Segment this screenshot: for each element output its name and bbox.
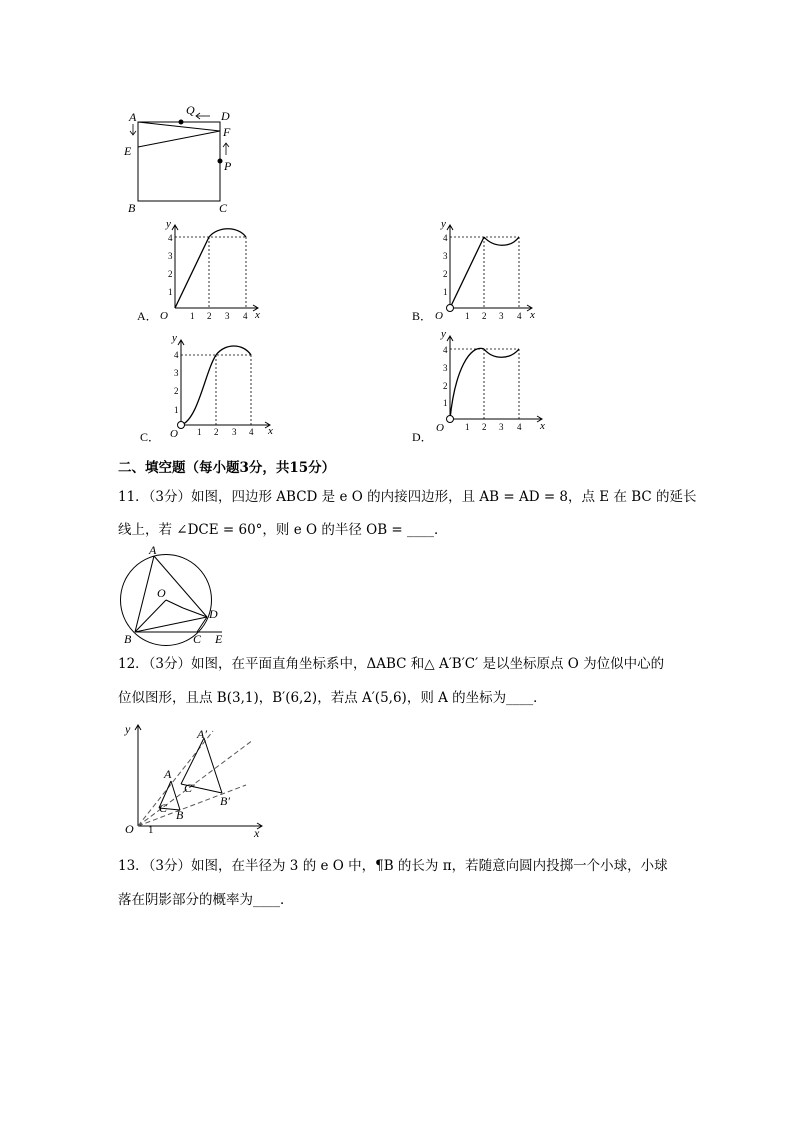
- label-P: P: [224, 159, 232, 173]
- graph-a-ylabel: y: [166, 218, 171, 230]
- q11-label-E: E: [215, 632, 223, 646]
- graph-d-ylabel: y: [441, 328, 446, 340]
- q12-xlabel: x: [254, 826, 260, 840]
- graph-c-ylabel: y: [172, 332, 177, 344]
- graph-b-ytick: 4: [443, 233, 448, 243]
- label-Q: Q: [186, 103, 195, 117]
- graph-c-xtick: 2: [214, 427, 219, 437]
- graph-c-xtick: 4: [249, 427, 254, 437]
- q12-ylabel: y: [125, 722, 131, 736]
- q12-label-B: B: [176, 808, 184, 822]
- option-a-label: A．: [137, 309, 158, 323]
- graph-b-ytick: 2: [443, 269, 448, 279]
- q11-label-O: O: [157, 586, 166, 600]
- graph-a-xlabel: x: [255, 309, 260, 321]
- q13-line1: 13．（3分）如图，在半径为 3 的 e O 中，¶B 的长为 π，若随意向圆内投掷一个小球，小球: [118, 858, 668, 874]
- q12-label-A-prime: A′: [197, 727, 207, 741]
- graph-a-xtick: 4: [243, 311, 248, 321]
- label-A: A: [129, 110, 137, 124]
- graph-d-origin: O: [436, 422, 444, 434]
- graph-c-xlabel: x: [268, 425, 273, 437]
- q11-line2: 线上，若 ∠DCE = 60°，则 e O 的半径 OB = ____．: [118, 522, 448, 538]
- q12-label-A: A: [164, 767, 172, 781]
- option-c-label: C．: [140, 430, 161, 444]
- graph-b-xtick: 3: [499, 311, 504, 321]
- graph-d-xtick: 1: [465, 422, 470, 432]
- q12-label-C: C: [159, 801, 168, 815]
- q12-label-B-prime: B′: [220, 794, 230, 808]
- graph-d-xtick: 4: [517, 422, 522, 432]
- q11-label-A: A: [149, 543, 157, 557]
- q11-label-B: B: [124, 632, 132, 646]
- graph-c-xtick: 1: [197, 427, 202, 437]
- graph-c-xtick: 3: [232, 427, 237, 437]
- q11-label-C: C: [193, 632, 202, 646]
- label-D: D: [221, 109, 230, 123]
- option-b-label: B．: [412, 309, 433, 323]
- graph-a-xtick: 3: [225, 311, 230, 321]
- graph-c-ytick: 1: [174, 405, 179, 415]
- graph-d-ytick: 3: [443, 363, 448, 373]
- graph-d-xtick: 3: [499, 422, 504, 432]
- graph-d-xlabel: x: [540, 420, 545, 432]
- graph-b-ytick: 3: [443, 251, 448, 261]
- graph-b-xtick: 4: [517, 311, 522, 321]
- graph-b-origin: O: [435, 310, 443, 322]
- q13-line2: 落在阴影部分的概率为____．: [118, 892, 294, 908]
- label-E: E: [124, 144, 132, 158]
- graph-c-ytick: 4: [174, 350, 179, 360]
- q12-label-C-prime: C′: [184, 781, 195, 795]
- graph-a-ytick: 2: [168, 269, 173, 279]
- graph-c-ytick: 3: [174, 368, 179, 378]
- graph-a-origin: O: [160, 310, 168, 322]
- label-F: F: [223, 125, 231, 139]
- label-C: C: [219, 201, 228, 215]
- graph-d-ytick: 1: [443, 398, 448, 408]
- graph-a-xtick: 2: [207, 311, 212, 321]
- graph-b-ytick: 1: [443, 287, 448, 297]
- graph-a-ytick: 4: [168, 233, 173, 243]
- q11-line1: 11．（3分）如图，四边形 ABCD 是 e O 的内接四边形，且 AB = AD = 8，点 E 在 BC 的延长: [118, 489, 697, 505]
- graph-b-xlabel: x: [530, 309, 535, 321]
- graph-d-ytick: 2: [443, 381, 448, 391]
- graph-d-ytick: 4: [443, 345, 448, 355]
- q11-label-D: D: [209, 607, 218, 621]
- q12-tick-one: 1: [148, 824, 154, 836]
- option-d-label: D．: [412, 430, 433, 444]
- graph-b-xtick: 2: [482, 311, 487, 321]
- section-title: 二、填空题（每小题3分，共15分）: [118, 460, 336, 476]
- graph-c-ytick: 2: [174, 386, 179, 396]
- graph-c-origin: O: [170, 428, 178, 440]
- graph-b-ylabel: y: [441, 218, 446, 230]
- graph-a-xtick: 1: [190, 311, 195, 321]
- q12-line1: 12．（3分）如图，在平面直角坐标系中，ΔABC 和△ A′B′C′ 是以坐标原点 O 为位似中心的: [118, 656, 665, 672]
- graph-a-ytick: 1: [168, 287, 173, 297]
- graph-a-ytick: 3: [168, 251, 173, 261]
- q12-origin: O: [125, 822, 134, 836]
- graph-d-xtick: 2: [482, 422, 487, 432]
- label-B: B: [128, 201, 136, 215]
- q12-line2: 位似图形，且点 B(3,1)，B′(6,2)，若点 A′(5,6)，则 A 的坐标为____．: [118, 690, 547, 706]
- graph-b-xtick: 1: [465, 311, 470, 321]
